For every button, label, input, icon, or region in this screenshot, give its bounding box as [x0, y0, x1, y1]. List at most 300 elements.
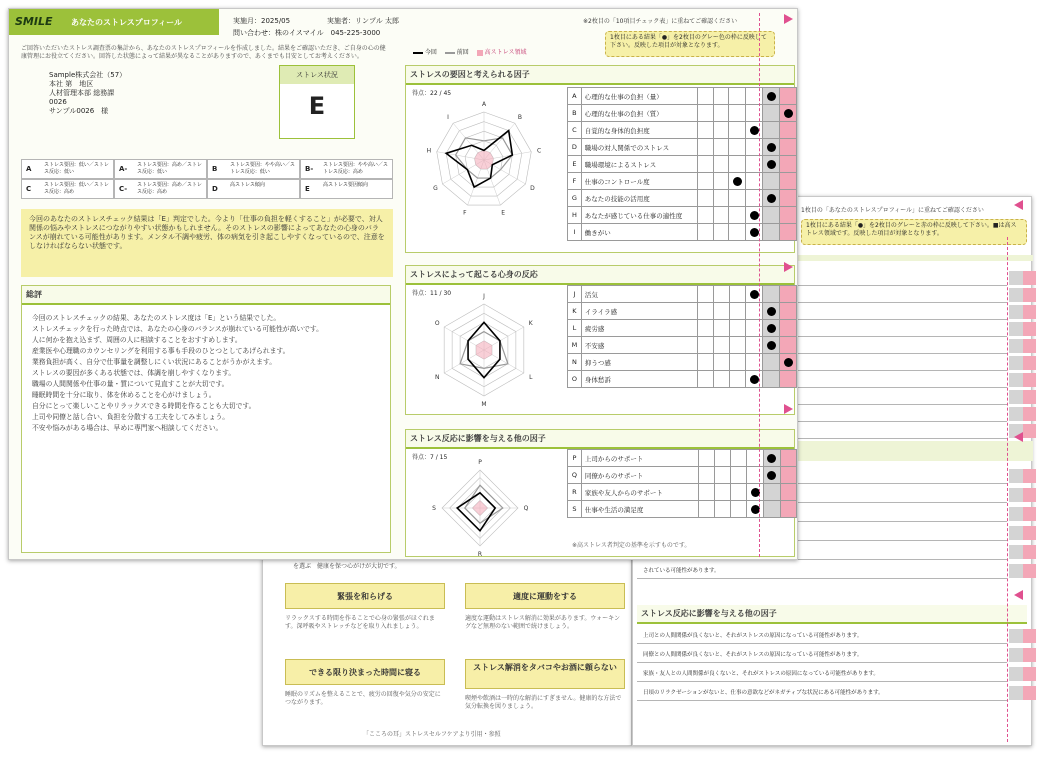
factor-cell: [730, 371, 746, 388]
factor-cell: [780, 105, 797, 122]
tip-title-sleep: できる限り決まった時間に寝る: [285, 659, 445, 685]
radar-axis-label: M: [481, 401, 487, 408]
radar-axis-label: K: [528, 320, 533, 327]
factor-cell: [780, 371, 797, 388]
checklist-pink-cell: [1023, 390, 1036, 404]
radar-axis-label: I: [447, 114, 449, 122]
stress-status-box: [279, 65, 355, 139]
factor-cell: [714, 303, 730, 320]
checklist-pink-cell: [1023, 648, 1036, 662]
factor-cell: [746, 190, 763, 207]
logo: SMILE: [15, 15, 53, 28]
legend-high-label: 高ストレス領域: [484, 49, 527, 56]
factor-label: 同僚からのサポート: [581, 467, 698, 484]
factor-label: 働きがい: [581, 224, 697, 241]
factor-code: A: [568, 88, 582, 105]
factor-cell: [780, 156, 797, 173]
contact-label: 問い合わせ：株のイスマイル 045-225-3000: [233, 29, 381, 37]
factor-cell: [780, 122, 797, 139]
radar-axis-label: J: [483, 293, 485, 300]
checklist-gray-cell: [1009, 390, 1023, 404]
checklist-pink-cell: [1023, 288, 1036, 302]
factor-cell: [698, 484, 714, 501]
tips-header: を選ぶ 健康を保つ心がけが大切です。: [293, 563, 401, 570]
radar-axis-label: L: [529, 374, 533, 381]
radar-axis-label: G: [433, 185, 438, 192]
factor-cell: [780, 450, 796, 467]
legend-text: ストレス要因：やや高い／ストレス反応：高め: [323, 162, 388, 175]
factor-cell: [697, 88, 713, 105]
radar-axis-label: H: [426, 147, 432, 155]
radar-axis-label: N: [434, 374, 440, 381]
factor-cell: [698, 337, 714, 354]
factor-cell: [763, 207, 780, 224]
factor-cell: [713, 173, 729, 190]
arrow-marker-5: [1014, 432, 1023, 442]
legend-text: ストレス要因：低い／ストレス反応：低い: [44, 162, 109, 175]
checklist-pink-cell: [1023, 305, 1036, 319]
factor-cell: [697, 122, 713, 139]
factor-row: [568, 190, 797, 207]
factor-cell: [746, 105, 763, 122]
result-dot: [750, 228, 759, 237]
factor-code: Q: [568, 467, 582, 484]
factor-cell: [729, 88, 746, 105]
factor-code: I: [568, 224, 582, 241]
factor-label: 仕事や生活の満足度: [581, 501, 698, 518]
sheet1-dashed-guide: [759, 13, 760, 557]
factor-code: O: [568, 371, 582, 388]
factor-row: [568, 207, 797, 224]
legend-text: ストレス要因：高め／ストレス反応：低い: [137, 162, 202, 175]
sheet-tips: [262, 558, 632, 746]
factor-cell: [746, 139, 763, 156]
factor-cell: [715, 501, 731, 518]
factor-code: D: [568, 139, 582, 156]
factor-cell: [713, 224, 729, 241]
radar-axis-label: Q: [523, 505, 529, 512]
factor-cell: [747, 484, 764, 501]
factor-row: [568, 303, 797, 320]
section3-footnote: ※高ストレス者判定の基準を示すものです。: [572, 542, 691, 549]
factor-cell: [730, 354, 746, 371]
factor-cell: [763, 303, 780, 320]
result-dot: [750, 211, 759, 220]
result-dot: [767, 92, 776, 101]
factor-row: [568, 467, 797, 484]
factor-code: N: [568, 354, 582, 371]
general-panel: [21, 285, 391, 553]
checklist-line: されている可能性があります。: [637, 564, 1007, 579]
checklist-pink-cell: [1023, 356, 1036, 370]
factor-code: L: [568, 320, 582, 337]
tips-footer: 「こころの耳」ストレスセルフケアより引用・参照: [363, 731, 501, 738]
legend-box: [300, 159, 393, 179]
radar-axis-label: P: [478, 459, 482, 466]
intro-text: ご回答いただいたストレス調査票の集計から、あなたのストレスプロフィールを作成しました。結果をご確認いただき、ご自身の心の健康管理にお役立てください。回答した状態によって結果が異なることがありますので、あくまでも目安としてお考えください。: [21, 45, 386, 60]
checklist-pink-cell: [1023, 407, 1036, 421]
factor-cell: [746, 354, 763, 371]
factor-cell: [746, 337, 763, 354]
legend-current-swatch: [413, 52, 423, 54]
legend-text: 高ストレス傾向: [230, 182, 265, 188]
factor-cell: [698, 354, 714, 371]
result-dot: [750, 126, 759, 135]
factor-label: 仕事のコントロール度: [581, 173, 697, 190]
factor-cell: [763, 467, 780, 484]
org-label: 実施者：リンプル 太郎: [327, 17, 399, 25]
factor-cell: [780, 207, 797, 224]
note-box: 1枚目にある結果「●」を2枚目のグレー色の枠に反映して下さい。反映した項目が対象となります。: [605, 31, 775, 57]
factor-cell: [763, 337, 780, 354]
factor-cell: [729, 105, 746, 122]
factor-code: K: [568, 303, 582, 320]
checklist-line: 家族・友人との人間関係が良くないと、それがストレスの原因になっている可能性があります。: [637, 667, 1007, 682]
factor-row: [568, 122, 797, 139]
factor-code: B: [568, 105, 582, 122]
result-dot: [767, 454, 776, 463]
sheet2-section-title: ストレス反応に影響を与える他の因子: [637, 605, 1027, 624]
factor-label: 活気: [581, 286, 697, 303]
radar-high-stress-zone: [472, 500, 487, 515]
factor-cell: [780, 190, 797, 207]
factor-code: E: [568, 156, 582, 173]
factor-cell: [715, 484, 731, 501]
factor-cell: [697, 139, 713, 156]
arrow-marker-3: [784, 404, 793, 414]
factor-row: [568, 320, 797, 337]
tip-text-no-tobacco: 喫煙や飲酒は一時的な解消にすぎません。健康的な方法で気分転換を図りましょう。: [465, 695, 622, 710]
checklist-pink-cell: [1023, 564, 1036, 578]
factor-cell: [730, 286, 746, 303]
factor-cell: [713, 190, 729, 207]
checklist-gray-cell: [1009, 339, 1023, 353]
person-branch: 本社 第 地区: [49, 80, 94, 89]
general-text: 今回のストレスチェックの結果、あなたのストレス度は「E」という結果でした。 ストレスチェックを行った時点では、あなたの心身のバランスが崩れている可能性が高いです。 人に何かを抱え込まず、周囲の人に相談することをおすすめします。 産業医や心理職のカウンセリングを利用する事も手段のひとつとしてあげられます。 業務負担が高く、自分で仕事量を調整しにくい状況にあることがうかがえます。 ストレスの要因が多くある状態では、体調を崩しやすくなります。 職場の人間関係や仕事の量・質について見直すことが大切です。 睡眠時間を十分に取り、体を休めることを心がけましょう。 自分にとって楽しいことやリラックスできる時間を作ることも大切です。 上司や同僚と話し合い、負担を分散する工夫をしてみましょう。 不安や悩みがある場合は、早めに専門家へ相談してください。: [32, 314, 323, 432]
section3-score: 得点：7 / 15: [412, 454, 448, 461]
chart-legend: [413, 49, 526, 57]
factor-label: 疲労感: [581, 320, 697, 337]
checklist-gray-cell: [1009, 407, 1023, 421]
factor-cell: [763, 320, 780, 337]
factor-cell: [763, 105, 780, 122]
checklist-pink-cell: [1023, 339, 1036, 353]
sheet2-note-box: 1枚目にある結果「●」を2枚目のグレーと赤の枠に反映して下さい。■は高ストレス領域です。反映した項目が対象となります。: [801, 219, 1027, 245]
factor-label: 上司からのサポート: [581, 450, 698, 467]
radar-axis-label: A: [481, 101, 487, 108]
factor-label: 自覚的な身体的負担度: [581, 122, 697, 139]
checklist-gray-cell: [1009, 373, 1023, 387]
factor-cell: [713, 105, 729, 122]
legend-code: B-: [305, 165, 314, 173]
factor-cell: [763, 173, 780, 190]
factor-cell: [763, 450, 780, 467]
factor-cell: [780, 286, 797, 303]
factor-cell: [746, 88, 763, 105]
factor-cell: [697, 207, 713, 224]
checklist-gray-cell: [1009, 305, 1023, 319]
factor-row: [568, 88, 797, 105]
factor-cell: [746, 207, 763, 224]
factor-cell: [714, 371, 730, 388]
factor-cell: [763, 484, 780, 501]
factor-cell: [729, 224, 746, 241]
factor-cell: [780, 173, 797, 190]
checklist-gray-cell: [1009, 629, 1023, 643]
checklist-pink-cell: [1023, 488, 1036, 502]
legend-code: D: [212, 185, 218, 193]
checklist-gray-cell: [1009, 507, 1023, 521]
legend-text: ストレス要因：やや高い／ストレス反応：低い: [230, 162, 295, 175]
radar-axis-label: D: [530, 185, 535, 192]
stress-legend-grid: [21, 159, 393, 199]
factor-cell: [697, 105, 713, 122]
person-company: Sample株式会社（57）: [49, 71, 127, 79]
section3-title: ストレス反応に影響を与える他の因子: [406, 430, 794, 449]
result-dot: [767, 341, 776, 350]
checklist-gray-cell: [1009, 686, 1023, 700]
legend-current-label: 今回: [424, 49, 437, 56]
tip-text-relax: リラックスする時間を作ることで心身の緊張がほぐれます。深呼吸やストレッチなどを取り入れましょう。: [285, 615, 435, 630]
result-dot: [733, 177, 742, 186]
factor-code: P: [568, 450, 582, 467]
factor-cell: [731, 450, 747, 467]
factor-row: [568, 286, 797, 303]
factor-cell: [697, 190, 713, 207]
checklist-pink-cell: [1023, 469, 1036, 483]
checklist-gray-cell: [1009, 488, 1023, 502]
checklist-gray-cell: [1009, 469, 1023, 483]
checklist-line: 上司との人間関係が良くないと、それがストレスの原因になっている可能性があります。: [637, 629, 1007, 644]
factor-cell: [729, 156, 746, 173]
legend-text: 高ストレス要因傾向: [323, 182, 368, 188]
header-bar: [9, 9, 219, 35]
table-other-factors: [567, 449, 797, 518]
factor-cell: [713, 122, 729, 139]
factor-cell: [714, 337, 730, 354]
legend-box: [300, 179, 393, 199]
result-dot: [750, 290, 759, 299]
factor-cell: [747, 467, 764, 484]
section2-title: ストレスによって起こる心身の反応: [406, 266, 794, 285]
checklist-gray-cell: [1009, 545, 1023, 559]
person-id: 0026: [49, 98, 67, 107]
factor-cell: [698, 501, 714, 518]
factor-row: [568, 354, 797, 371]
factor-cell: [729, 139, 746, 156]
factor-cell: [713, 88, 729, 105]
page-title: あなたのストレスプロフィール: [71, 18, 182, 27]
arrow-marker-4: [1014, 200, 1023, 210]
checklist-gray-cell: [1009, 271, 1023, 285]
factor-cell: [746, 371, 763, 388]
stress-status-grade: E: [308, 92, 326, 120]
factor-cell: [763, 122, 780, 139]
result-dot: [784, 109, 793, 118]
factor-cell: [780, 224, 797, 241]
checklist-gray-cell: [1009, 667, 1023, 681]
tip-text-exercise: 適度な運動はストレス解消に効果があります。ウォーキングなど無理のない範囲で続けましょう。: [465, 615, 621, 630]
factor-cell: [780, 354, 797, 371]
radar-axis-label: F: [463, 209, 467, 217]
factor-cell: [730, 337, 746, 354]
factor-cell: [747, 501, 764, 518]
factor-cell: [746, 173, 763, 190]
checklist-gray-cell: [1009, 648, 1023, 662]
factor-cell: [780, 501, 796, 518]
factor-cell: [780, 467, 796, 484]
general-title: 総評: [22, 286, 390, 305]
factor-row: [568, 173, 797, 190]
factor-cell: [714, 354, 730, 371]
checklist-gray-cell: [1009, 356, 1023, 370]
factor-cell: [698, 450, 714, 467]
legend-box: [21, 179, 114, 199]
section2-score: 得点：11 / 30: [412, 290, 452, 297]
result-dot: [767, 471, 776, 480]
factor-cell: [729, 122, 746, 139]
checklist-pink-cell: [1023, 271, 1036, 285]
checklist-pink-cell: [1023, 322, 1036, 336]
factor-label: 家族や友人からのサポート: [581, 484, 698, 501]
legend-box: [207, 159, 300, 179]
factor-cell: [713, 139, 729, 156]
factor-cell: [780, 484, 796, 501]
factor-cell: [731, 467, 747, 484]
factor-label: あなたの技能の活用度: [581, 190, 697, 207]
sheet2-note-top: 1枚目の「あなたのストレスプロフィール」に重ねてご確認ください: [801, 207, 984, 214]
factor-cell: [713, 207, 729, 224]
factor-code: S: [568, 501, 582, 518]
factor-cell: [697, 156, 713, 173]
factor-cell: [763, 371, 780, 388]
result-dot: [784, 358, 793, 367]
legend-previous-swatch: [445, 52, 455, 54]
factor-cell: [731, 484, 747, 501]
factor-cell: [746, 156, 763, 173]
factor-label: あなたが感じている仕事の適性度: [581, 207, 697, 224]
tip-title-exercise: 適度に運動をする: [465, 583, 625, 609]
factor-cell: [730, 303, 746, 320]
radar-axis-label: B: [517, 114, 523, 122]
factor-row: [568, 484, 797, 501]
sheet2-dashed-guide: [1007, 237, 1008, 742]
radar-axis-label: O: [434, 320, 440, 327]
radar-axis-label: E: [501, 209, 506, 217]
factor-label: 心理的な仕事の負担（質）: [581, 105, 697, 122]
factor-row: [568, 501, 797, 518]
arrow-marker-2: [784, 262, 793, 272]
factor-cell: [715, 450, 731, 467]
factor-cell: [746, 286, 763, 303]
factor-cell: [780, 139, 797, 156]
tip-title-relax: 緊張を和らげる: [285, 583, 445, 609]
table-stress-reactions: [567, 285, 797, 388]
factor-cell: [714, 286, 730, 303]
factor-cell: [697, 224, 713, 241]
factor-cell: [747, 450, 764, 467]
factor-cell: [746, 224, 763, 241]
factor-code: G: [568, 190, 582, 207]
date-label: 実施月：2025/05: [233, 17, 291, 25]
result-dot: [767, 160, 776, 169]
legend-code: A-: [119, 165, 128, 173]
radar-axis-label: S: [432, 505, 436, 512]
tip-text-sleep: 睡眠のリズムを整えることで、疲労の回復や気分の安定につながります。: [285, 691, 441, 706]
factor-cell: [698, 286, 714, 303]
factor-cell: [698, 371, 714, 388]
factor-label: イライラ感: [581, 303, 697, 320]
factor-code: C: [568, 122, 582, 139]
result-dot: [767, 324, 776, 333]
checklist-gray-cell: [1009, 322, 1023, 336]
result-dot: [767, 143, 776, 152]
sheet-profile: [8, 8, 798, 560]
checklist-pink-cell: [1023, 667, 1036, 681]
factor-cell: [698, 467, 714, 484]
factor-row: [568, 139, 797, 156]
legend-code: C: [26, 185, 32, 193]
yellow-summary: 今回のあなたのストレスチェック結果は「E」判定でした。今より「仕事の負担を軽くすること」が必要で、対人関係の悩みやストレスにつながりやすい状態かもしれません。そのストレスの影響によってあなたの心身のバランスが崩れている可能性があります。メンタル不調や疲労、体の病気を引き起こしやすくなっているので、注意をしなければならない状態です。: [21, 209, 393, 277]
legend-previous-label: 前回: [456, 49, 469, 56]
factor-cell: [729, 207, 746, 224]
factor-code: H: [568, 207, 582, 224]
factor-cell: [763, 88, 780, 105]
person-dept: 人材管理本部 総務課: [49, 89, 115, 98]
factor-row: [568, 105, 797, 122]
factor-cell: [780, 88, 797, 105]
checklist-gray-cell: [1009, 288, 1023, 302]
tip-title-no-tobacco: ストレス解消をタバコやお酒に頼らない: [465, 659, 625, 689]
factor-cell: [763, 501, 780, 518]
factor-cell: [763, 156, 780, 173]
person-name: サンプル0026 様: [49, 107, 109, 116]
checklist-pink-cell: [1023, 526, 1036, 540]
result-dot: [750, 375, 759, 384]
arrow-marker-1: [784, 14, 793, 24]
factor-label: 身体愁訴: [581, 371, 697, 388]
checklist-pink-cell: [1023, 373, 1036, 387]
checklist-pink-cell: [1023, 545, 1036, 559]
section1-title: ストレスの要因と考えられる因子: [406, 66, 794, 85]
factor-row: [568, 337, 797, 354]
note-top: ※2枚目の「10項目チェック表」に重ねてご確認ください: [583, 18, 738, 25]
radar-chart-stress-factors: [424, 100, 544, 220]
radar-chart-other-factors: [430, 458, 530, 558]
factor-cell: [780, 337, 797, 354]
factor-cell: [698, 320, 714, 337]
checklist-pink-cell: [1023, 424, 1036, 438]
factor-cell: [763, 224, 780, 241]
radar-axis-label: C: [537, 147, 542, 155]
factor-cell: [763, 190, 780, 207]
factor-cell: [715, 467, 731, 484]
legend-box: [114, 179, 207, 199]
factor-cell: [763, 139, 780, 156]
factor-row: [568, 450, 797, 467]
factor-cell: [731, 501, 747, 518]
factor-row: [568, 156, 797, 173]
factor-label: 抑うつ感: [581, 354, 697, 371]
legend-code: E: [305, 185, 310, 193]
checklist-line: 日頃のリラクゼーションがないと、仕事の意欲などがネガティブな状況にある可能性があります。: [637, 686, 1007, 701]
legend-text: ストレス要因：低い／ストレス反応：高め: [44, 182, 109, 195]
factor-code: F: [568, 173, 582, 190]
factor-cell: [763, 354, 780, 371]
radar-axis-label: R: [477, 551, 483, 558]
factor-row: [568, 371, 797, 388]
factor-cell: [746, 122, 763, 139]
